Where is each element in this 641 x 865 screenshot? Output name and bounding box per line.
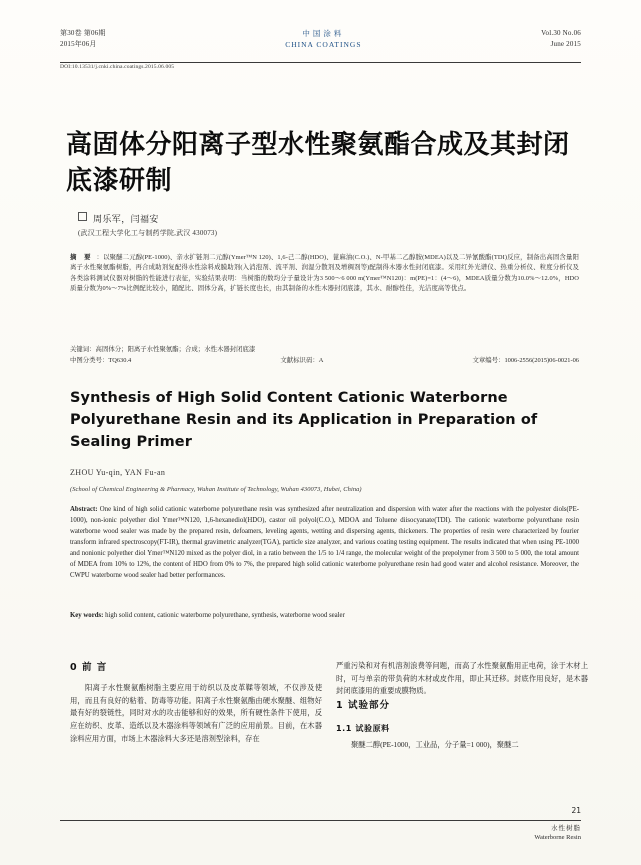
section-heading-experiment (336, 698, 588, 714)
keywords-en-text: high solid content, cationic waterborne polyurethane, synthesis, waterborne wood sealer (103, 612, 345, 619)
subsection-heading-materials (336, 722, 588, 736)
affiliation-en: (School of Chemical Engineering & Pharmacy, Wuhan Institute of Technology, Wuhan 430073, Hubei, China) (70, 486, 362, 493)
abstract-en-label: Abstract: (70, 506, 98, 513)
classification-row (70, 356, 579, 367)
keywords-en (70, 611, 579, 622)
keywords-cn: 关键词：高固体分；阳离子水性聚氨酯；合成；水性木器封闭底漆 (70, 346, 256, 353)
volume-issue: 第30卷 第06期 (60, 29, 106, 37)
page-title-en: Synthesis of High Solid Content Cationic Waterborne Polyurethane Resin and its Application in Preparation of Sealing Primer (70, 390, 538, 450)
document-code: 文献标识码：A (280, 356, 324, 364)
clc-number: 中图分类号：TQ630.4 (70, 356, 132, 364)
journal-title-en: CHINA COATINGS (285, 40, 362, 50)
issue-date-en: June 2015 (550, 39, 581, 48)
masthead-left (60, 28, 106, 49)
journal-title-cn: 中国涂料 (302, 29, 345, 38)
abstract-cn-label: 摘 要 (70, 254, 94, 261)
subsection-title: 试验原料 (355, 723, 390, 733)
section-title: 前 言 (81, 662, 108, 673)
abstract-en-text: One kind of high solid cationic waterborne polyurethane resin was synthesized after neutralization and dispersion with water after the reactions with the polyester diols(PE-1000), non-ionic polyether diol Ymer™N120, 1,6-hexanediol(HDO), castor oil polyol(C.O.), MDOA and Toluene diisocyanate(TDI). The cationic waterborne polyurethane resin waterborne wood sealer was made by the prepared resin, defoamers, leveling agents, wetting and dispersing agents, thickeners. The properties of resin were characterized by fourier transform infrared spectroscopy(FT-IR), thermal gravimetric analyzer(TGA), particle size analyzer, and various coating testing equipment. The results indicated that when using PE-1000 and nonionic polyether diol Ymer™N120 mixed as the polyer diol, in a ratio between the 1/5 to 1/4 range, the molecular weight of the prepolymer from 3 500 to 5 000, the total amount of MDEA from 10% to 12%, the content of HDO from 0% to 7%, the prepared high solid cationic waterborne polyurethane resin had good water and alcohol resistance. Moreover, the CWPU waterborne wood sealer had better performances. (70, 506, 579, 579)
abstract-cn (70, 253, 579, 295)
masthead-right (541, 28, 581, 49)
authors-cn-text: 周乐军，闫福安 (93, 214, 159, 224)
body-column-right (336, 660, 588, 751)
section-number: 1 (336, 699, 344, 711)
abstract-en (70, 504, 579, 581)
issue-date-cn: 2015年06月 (60, 39, 97, 48)
authors-en: ZHOU Yu-qin, YAN Fu-an (70, 468, 166, 477)
metadata-cn (70, 345, 579, 367)
footer-brand (534, 824, 581, 843)
header-divider (60, 62, 581, 63)
footer-brand-en: Waterborne Resin (534, 834, 581, 842)
affiliation-cn: (武汉工程大学化工与制药学院,武汉 430073) (78, 229, 218, 237)
section-title: 试验部分 (347, 699, 390, 711)
subsection-number: 1.1 (336, 723, 352, 733)
body-column-left (70, 660, 322, 745)
keywords-en-label: Key words: (70, 612, 104, 619)
paragraph: 严重污染和对有机溶剂浪费等问题，而高了水性聚氨酯用正电荷，涂于木材上时，可与单亲的带负荷的木材或皮作用，即止其迁移。封底作用良好，是木器封闭底漆用的重要成膜物质。 (336, 661, 588, 696)
footer-brand-cn: 水性树脂 (551, 825, 581, 832)
authors-cn (78, 212, 159, 225)
section-number: 0 (70, 662, 78, 673)
doi-line: DOI:10.13531/j.cnki.china.coatings.2015.06.005 (60, 64, 175, 70)
masthead (60, 28, 581, 62)
masthead-center (285, 28, 361, 51)
volume-issue-en: Vol.30 No.06 (541, 29, 581, 37)
page-title-cn: 高固体分阳离子型水性聚氨酯合成及其封闭底漆研制 (66, 130, 570, 196)
footer-divider (60, 820, 581, 821)
abstract-cn-text: ：以聚醚二元醇(PE-1000)、亲水扩链剂二元醇(Ymer™N 120)、1,6-己二醇(HDO)、蓖麻油(C.O.)、N-甲基二乙醇胺(MDEA)以及二异氰酸酯(TDI)反应，制备出高固含量阳离子水性聚氨酯树脂，再合成助剂复配得水性涂料成膜助剂(入消泡剂、流平剂、润湿分散剂及增稠剂等)配制得木器水性封闭底漆。采用红外光谱仪、热重分析仪、粒度分析仪及各类涂料测试仪器对树脂的性能进行表征，实验结果表明：当树脂的数均分子量设计为3 500～6 000 m(Ymer™N120)：m(PE)=1：(4～6)，MDEA质量分数为10.0%～12.0%，HDO质量分数为0%～7%比例配比较小，随配比、固体分高，扩链长度也长，由其制备的水性木器封闭底漆，其水、耐醇性佳，光洁度高等优点。 (70, 254, 579, 293)
page-number: 21 (571, 806, 581, 815)
section-heading-intro (70, 660, 322, 676)
paragraph: 阳离子水性聚氨酯树脂主要应用于纺织以及皮革鞣等领域，不仅涉及使用，而且有良好的粘着、防毒等功能。阳离子水性聚氨酯由硬水聚醚、组物好最有好的裂链性，同时对水的攻击能够和好的效果，所有硬性条件下使用，反应在纺织、皮革、造纸以及木器涂料等领域有广泛的应用前景。目前，在木器涂料应用方面，市场上木器涂料大多还是溶剂型涂料，存在 (70, 683, 322, 743)
article-id: 文章编号：1006-2556(2015)06-0021-06 (472, 356, 579, 364)
paragraph: 聚醚二醇(PE-1000，工业品，分子量=1 000)，聚醚二 (351, 739, 519, 749)
marker-icon (78, 212, 87, 221)
